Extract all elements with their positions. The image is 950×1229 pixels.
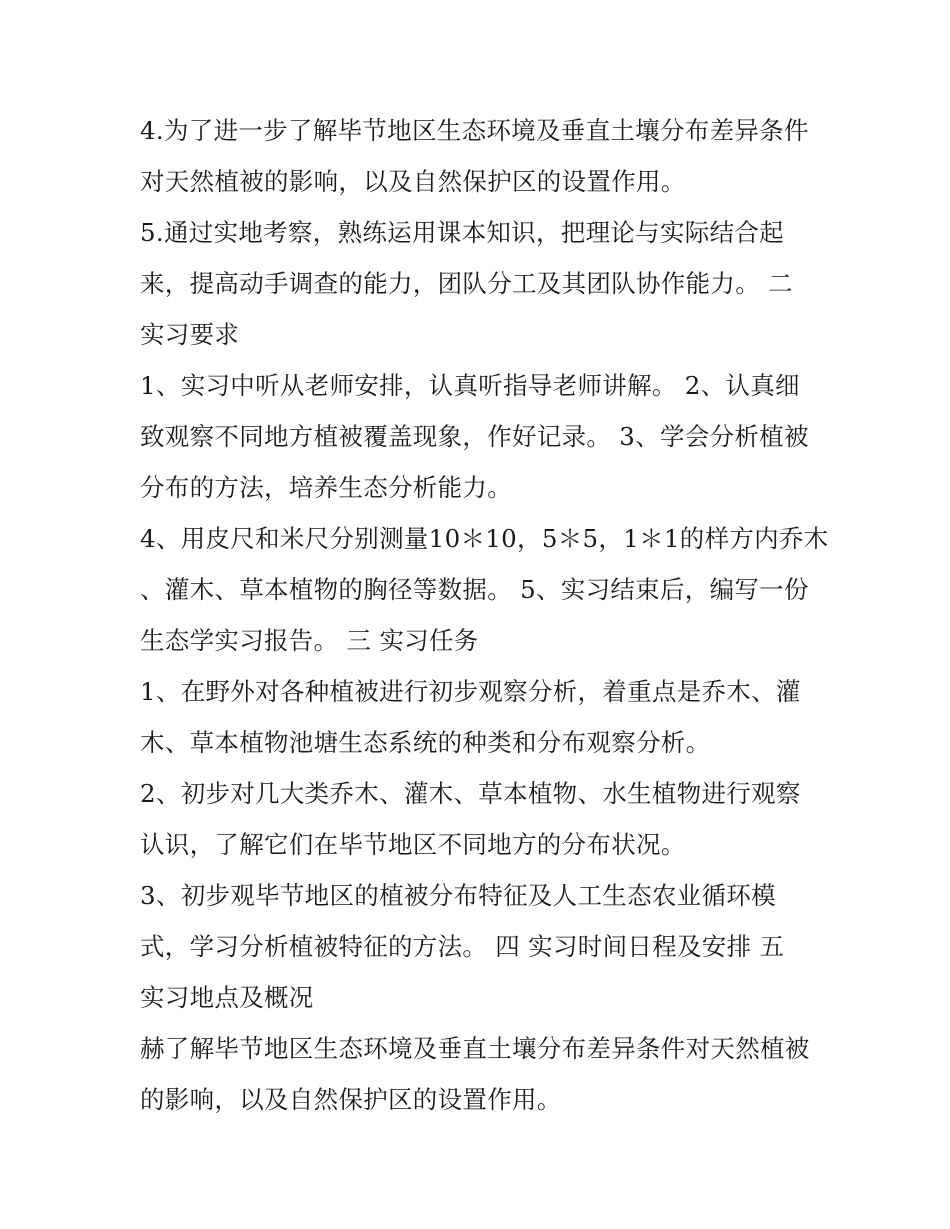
text-line: 木、草本植物池塘生态系统的种类和分布观察分析。 <box>140 728 711 757</box>
text-line: 式，学习分析植被特征的方法。 四 实习时间日程及安排 五 <box>140 932 785 961</box>
text-line: 对天然植被的影响，以及自然保护区的设置作用。 <box>140 167 686 196</box>
text-line: 实习要求 <box>140 320 240 349</box>
text-line: 认识，了解它们在毕节地区不同地方的分布状况。 <box>140 830 686 859</box>
text-line: 5.通过实地考察，熟练运用课本知识，把理论与实际结合起 <box>140 218 784 247</box>
text-line: 1、在野外对各种植被进行初步观察分析，着重点是乔木、灌 <box>140 677 801 706</box>
text-line: 3、初步观毕节地区的植被分布特征及人工生态农业循环模 <box>140 881 776 910</box>
text-line: 4、用皮尺和米尺分别测量10＊10，5＊5，1＊1的样方内乔木 <box>140 524 829 553</box>
text-line: 分布的方法，培养生态分析能力。 <box>140 473 512 502</box>
text-line: 实习地点及概况 <box>140 983 314 1012</box>
text-line: 赫了解毕节地区生态环境及垂直土壤分布差异条件对天然植被 <box>140 1034 810 1063</box>
text-line: 1、实习中听从老师安排，认真听指导老师讲解。 2、认真细 <box>140 371 800 400</box>
text-line: 4.为了进一步了解毕节地区生态环境及垂直土壤分布差异条件 <box>140 116 809 145</box>
document-body <box>140 105 830 1125</box>
text-line: 、灌木、草本植物的胸径等数据。 5、实习结束后，编写一份 <box>140 575 809 604</box>
text-line: 来，提高动手调查的能力，团队分工及其团队协作能力。 二 <box>140 269 793 298</box>
text-line: 致观察不同地方植被覆盖现象，作好记录。 3、学会分析植被 <box>140 422 809 451</box>
text-line: 2、初步对几大类乔木、灌木、草本植物、水生植物进行观察 <box>140 779 801 808</box>
text-line: 生态学实习报告。 三 实习任务 <box>140 626 479 655</box>
text-line: 的影响，以及自然保护区的设置作用。 <box>140 1085 562 1114</box>
